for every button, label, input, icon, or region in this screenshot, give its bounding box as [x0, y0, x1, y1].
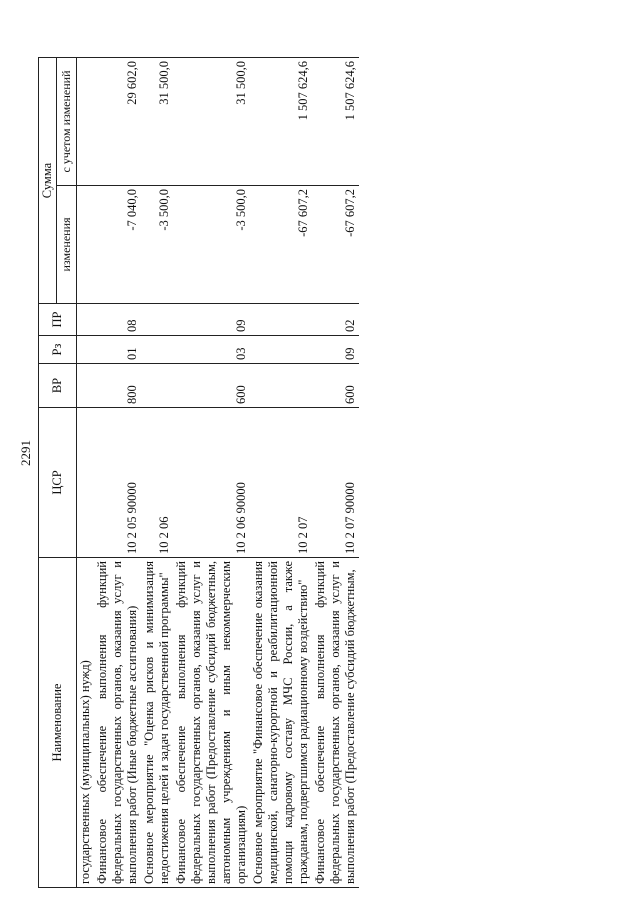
table-row: [173, 58, 250, 888]
row-pr: 08: [94, 304, 141, 336]
row-total: 1 507 624,6: [312, 58, 359, 186]
row-csr: [77, 408, 95, 558]
rotated-page: [38, 58, 598, 888]
row-pr: [141, 304, 173, 336]
row-pr: 09: [173, 304, 250, 336]
row-vr: 600: [312, 364, 359, 408]
row-change: -67 607,2: [312, 186, 359, 304]
row-name: Основное мероприятие "Оценка рисков и минимизация недостижения целей и задач государственной программы": [141, 558, 173, 888]
row-rz: 09: [312, 336, 359, 364]
table-row: [141, 58, 173, 888]
row-name: Финансовое обеспечение выполнения функций федеральных государственных органов, оказания услуг и выполнения работ (Предоставление субсидий бюджетным, автономным учреждениям и иным некоммерческим организациям): [173, 558, 250, 888]
row-pr: [250, 304, 312, 336]
table-row: [312, 58, 359, 888]
budget-table: [38, 57, 359, 888]
row-name: Финансовое обеспечение выполнения функций федеральных государственных органов, оказания услуг и выполнения работ (Иные бюджетные ассигнования): [94, 558, 141, 888]
header-sum: Сумма: [39, 58, 57, 304]
row-csr: 10 2 07: [250, 408, 312, 558]
row-rz: [141, 336, 173, 364]
row-name: Основное мероприятие "Финансовое обеспечение оказания медицинской, санаторно-курортной и реабилитационной помощи кадровому составу МЧС России, а также гражданам, подвергшимся радиационному воздействию": [250, 558, 312, 888]
table-row: [250, 58, 312, 888]
row-vr: 600: [173, 364, 250, 408]
row-pr: 02: [312, 304, 359, 336]
row-total: 31 500,0: [141, 58, 173, 186]
row-change: -3 500,0: [141, 186, 173, 304]
table-row: [77, 58, 95, 888]
table-row: [94, 58, 141, 888]
header-changes: изменения: [57, 186, 77, 304]
table-header: [39, 58, 77, 888]
row-change: -67 607,2: [250, 186, 312, 304]
row-total: 31 500,0: [173, 58, 250, 186]
row-csr: 10 2 07 90000: [312, 408, 359, 558]
row-vr: 800: [94, 364, 141, 408]
header-name: Наименование: [39, 558, 77, 888]
row-vr: [77, 364, 95, 408]
row-change: -3 500,0: [173, 186, 250, 304]
table-body: [77, 58, 360, 888]
page-number: 2291: [18, 440, 33, 466]
row-vr: [250, 364, 312, 408]
row-csr: 10 2 05 90000: [94, 408, 141, 558]
header-vr: ВР: [39, 364, 77, 408]
header-rz: Рз: [39, 336, 77, 364]
row-vr: [141, 364, 173, 408]
row-csr: 10 2 06: [141, 408, 173, 558]
row-rz: [77, 336, 95, 364]
row-total: 29 602,0: [94, 58, 141, 186]
row-rz: 01: [94, 336, 141, 364]
header-with-changes: с учетом изменений: [57, 58, 77, 186]
row-change: [77, 186, 95, 304]
row-rz: 03: [173, 336, 250, 364]
row-total: [77, 58, 95, 186]
row-csr: 10 2 06 90000: [173, 408, 250, 558]
row-rz: [250, 336, 312, 364]
row-name: Финансовое обеспечение выполнения функций федеральных государственных органов, оказания услуг и выполнения работ (Предоставление субсидий бюджетным,: [312, 558, 359, 888]
header-csr: ЦСР: [39, 408, 77, 558]
row-name: государственных (муниципальных) нужд): [77, 558, 95, 888]
row-change: -7 040,0: [94, 186, 141, 304]
row-total: 1 507 624,6: [250, 58, 312, 186]
row-pr: [77, 304, 95, 336]
header-pr: ПР: [39, 304, 77, 336]
